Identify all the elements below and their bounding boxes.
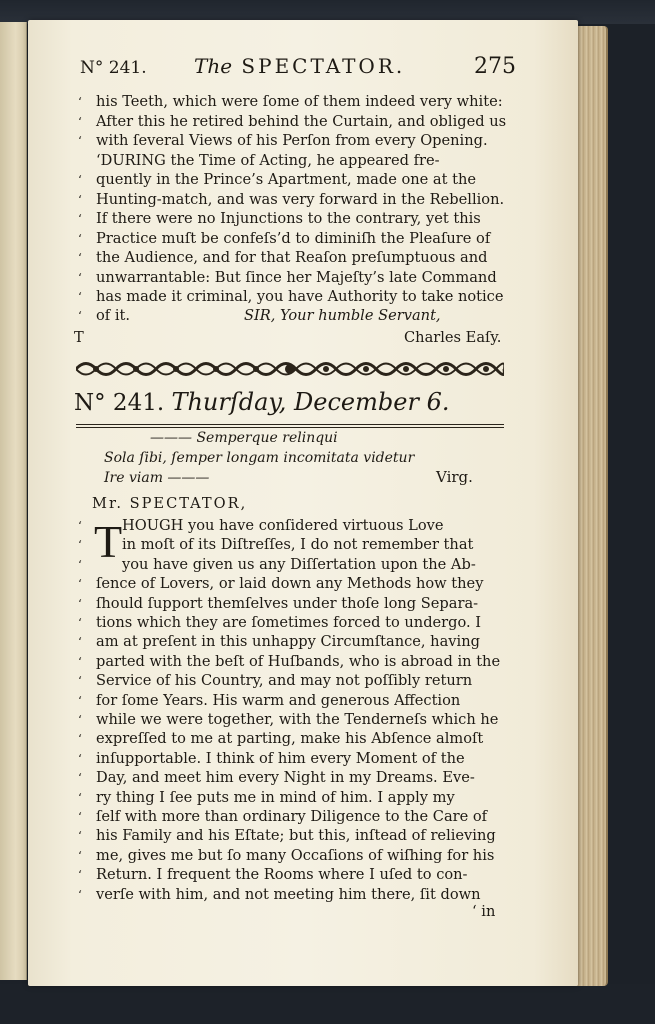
quote-mark: ‘ <box>78 114 82 129</box>
line-text: you have given us any Diſſertation upon the Ab- <box>122 555 476 573</box>
text-line <box>78 229 490 250</box>
quote-mark: ‘ <box>78 674 82 689</box>
motto-line-3: Ire viam ——— <box>104 470 210 486</box>
quote-mark: ‘ <box>78 134 82 148</box>
line-text: ſence of Lovers, or laid down any Methods how they <box>96 575 484 593</box>
text-line <box>78 613 481 634</box>
line-text: his Teeth, which were ſome of them indeed very white: <box>96 93 503 110</box>
catchword: ‘ in <box>472 903 496 920</box>
letter-closing-line <box>78 306 130 327</box>
quote-mark: ‘ <box>78 173 82 187</box>
quote-mark: ‘ <box>78 751 82 766</box>
line-text: quently in the Prince’s Apartment, made one at the <box>96 171 477 188</box>
text-line <box>78 170 476 191</box>
addressee-text: Mr. SPECTATOR, <box>92 495 248 512</box>
text-line <box>78 287 504 308</box>
quote-mark: ‘ <box>78 713 82 727</box>
text-line <box>78 92 503 113</box>
line-text: ry thing I ſee puts me in mind of him. I apply my <box>96 788 455 806</box>
line-text: After this he retired behind the Curtain, and obliged us <box>96 112 507 130</box>
issue-date: Thurſday, December 6. <box>171 388 450 416</box>
line-text: expreſſed to me at parting, make his Abſence almoſt <box>96 730 484 748</box>
signature: Charles Eaſy. <box>404 329 502 346</box>
heading-rule-bottom <box>76 427 504 428</box>
page-number: 275 <box>474 54 516 79</box>
line-text: If there were no Injunctions to the contrary, yet this <box>96 210 481 227</box>
quote-mark: ‘ <box>78 519 82 533</box>
quote-mark: ‘ <box>78 848 82 863</box>
text-line <box>78 749 465 770</box>
text-line <box>78 268 497 289</box>
text-line <box>78 846 494 867</box>
quote-mark: ‘ <box>78 309 82 323</box>
line-text: unwarrantable: But ſince her Majeſty’s late Command <box>96 268 497 286</box>
desk-background-bottom <box>0 984 655 1024</box>
quote-mark: ‘ <box>78 635 82 650</box>
line-text: his Family and his Eſtate; but this, inſtead of relieving <box>96 827 496 845</box>
text-line <box>78 788 455 809</box>
quote-mark: ‘ <box>78 95 82 109</box>
text-line <box>78 131 488 152</box>
line-text: Day, and meet him every Night in my Dreams. Eve- <box>96 769 475 787</box>
quote-mark: ‘ <box>78 887 82 902</box>
text-line <box>78 574 483 595</box>
quote-mark: ‘ <box>78 251 82 265</box>
issue-number: N° 241. <box>74 390 165 416</box>
quote-mark: ‘ <box>78 538 82 553</box>
line-text: am at preſent in this unhappy Circumſtance, having <box>96 633 480 651</box>
line-text: has made it criminal, you have Authority to take notice <box>96 288 504 305</box>
quote-mark: ‘ <box>78 868 82 883</box>
book-page <box>28 20 578 986</box>
ornamental-divider <box>76 358 504 380</box>
line-text: with ſeveral Views of his Perſon from every Opening. <box>96 132 488 149</box>
text-line <box>78 594 478 615</box>
addressee <box>92 494 247 514</box>
quote-mark: ‘ <box>78 810 82 824</box>
text-line <box>78 691 460 712</box>
text-line <box>78 671 472 692</box>
quote-mark: ‘ <box>78 557 82 572</box>
signoff-letter: T <box>74 329 84 346</box>
text-line <box>78 652 500 673</box>
text-line <box>78 516 444 537</box>
quote-mark: ‘ <box>78 732 82 747</box>
line-text: Service of his Country, and may not poſſibly return <box>96 672 473 690</box>
line-text: the Audience, and for that Reaſon preſumptuous and <box>96 249 488 266</box>
closing-text: of it. <box>96 307 130 324</box>
line-text: Practice muſt be confeſs’d to diminiſh the Pleaſure of <box>96 229 491 247</box>
line-text: me, gives me but ſo many Occaſions of wiſhing for his <box>96 846 495 864</box>
quote-mark: ‘ <box>78 212 82 226</box>
line-text: verſe with him, and not meeting him there, ſit down <box>96 885 481 903</box>
text-line <box>78 248 487 269</box>
line-text: Return. I frequent the Rooms where I uſed to con- <box>96 866 468 884</box>
line-text: parted with the beſt of Huſbands, who is abroad in the <box>96 652 501 670</box>
text-line <box>78 209 481 230</box>
facing-page-edge <box>0 22 27 980</box>
quote-mark: ‘ <box>78 577 82 592</box>
quote-mark: ‘ <box>78 596 82 611</box>
text-line <box>78 729 483 750</box>
text-line <box>78 768 475 789</box>
quote-mark: ‘ <box>78 270 82 285</box>
quote-mark: ‘ <box>78 771 82 786</box>
heading-rule-top <box>76 424 504 425</box>
quote-mark: ‘ <box>78 290 82 304</box>
line-text: ſelf with more than ordinary Diligence to the Care of <box>96 808 488 825</box>
text-line <box>78 190 504 211</box>
running-head-spectator: SPECTATOR. <box>241 54 406 78</box>
quote-mark: ‘ <box>78 192 82 207</box>
line-text: ſhould ſupport themſelves under thoſe long Separa- <box>96 594 479 612</box>
line-text: for ſome Years. His warm and generous Affection <box>96 691 461 709</box>
issue-heading <box>74 388 449 416</box>
quote-mark: ‘ <box>78 616 82 630</box>
motto-line-2: Sola ſibi, ſemper longam incomitata videtur <box>104 450 415 466</box>
text-line <box>78 151 440 171</box>
quote-mark: ‘ <box>78 829 82 844</box>
text-line <box>78 807 487 828</box>
line-text: in moſt of its Diſtreſſes, I do not remember that <box>122 536 474 554</box>
running-head-title <box>194 54 405 78</box>
quote-mark: ‘ <box>78 231 82 246</box>
salutation: SIR, Your humble Servant, <box>244 307 441 324</box>
line-text: inſupportable. I think of him every Moment of the <box>96 749 465 767</box>
text-line <box>78 826 496 847</box>
drop-cap: T <box>94 516 123 567</box>
text-line <box>78 885 481 906</box>
line-text: while we were together, with the Tenderneſs which he <box>96 711 499 728</box>
motto-author: Virg. <box>436 468 473 486</box>
line-text: ‘DURING the Time of Acting, he appeared fre- <box>96 151 440 169</box>
motto-line-1: ——— Semperque relinqui <box>150 430 338 446</box>
quote-mark: ‘ <box>78 693 82 708</box>
line-text: HOUGH you have conſidered virtuous Love <box>122 517 444 534</box>
text-line <box>78 710 498 731</box>
running-head-number: N° 241. <box>80 58 147 78</box>
text-line <box>78 632 480 653</box>
text-line <box>78 112 506 133</box>
quote-mark: ‘ <box>78 654 82 669</box>
text-line <box>78 865 468 886</box>
quote-mark: ‘ <box>78 790 82 805</box>
line-text: Hunting-match, and was very forward in the Rebellion. <box>96 190 505 208</box>
running-head-the: The <box>194 54 233 78</box>
text-line <box>78 555 476 576</box>
text-line <box>78 535 473 556</box>
line-text: tions which they are ſometimes forced to undergo. I <box>96 614 482 631</box>
